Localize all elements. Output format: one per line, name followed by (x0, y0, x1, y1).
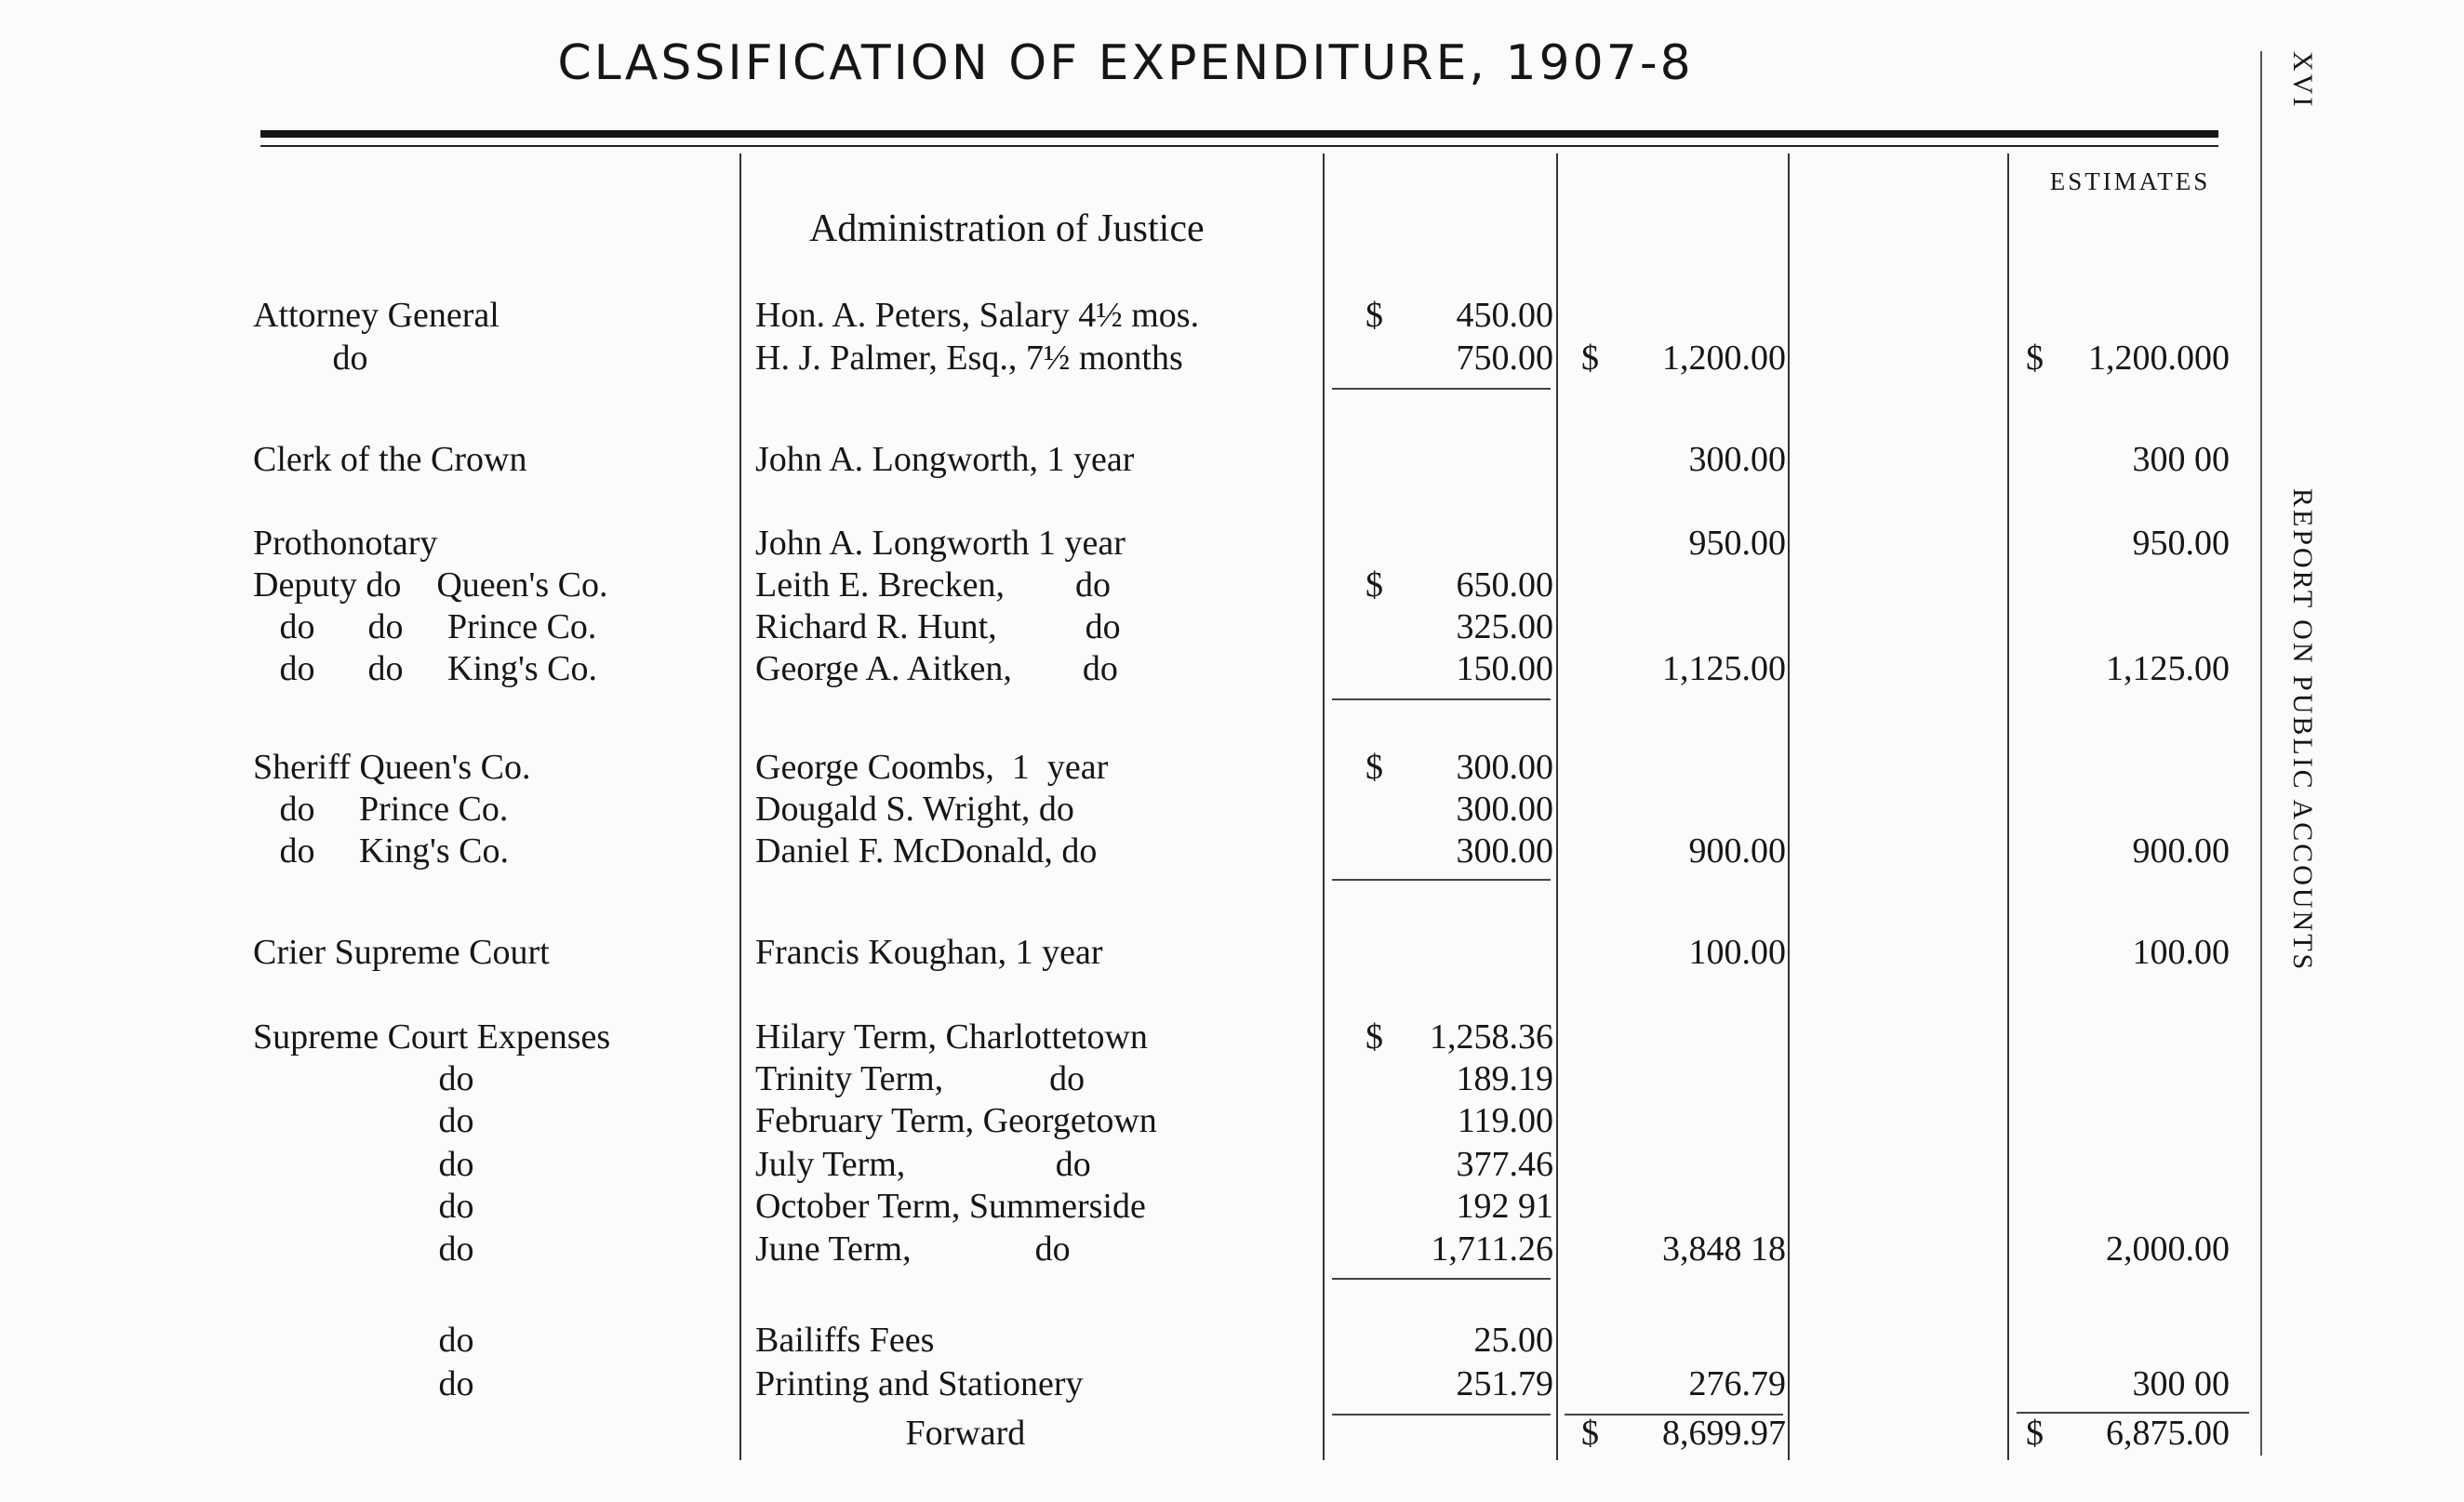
item-amount-cell: 192 91 (1456, 1187, 1553, 1226)
table-row (0, 294, 2270, 337)
dollar-sign: $ (1365, 565, 1383, 605)
office-cell: Deputy do Queen's Co. (253, 565, 608, 605)
total-amount-cell: 1,125.00 (1662, 649, 1786, 688)
item-amount-cell: 25.00 (1473, 1321, 1553, 1360)
forward-total-cell: 8,699.97 (1662, 1414, 1786, 1453)
total-amount-cell: 100.00 (1688, 933, 1786, 972)
office-cell: do (253, 339, 368, 378)
item-amount-cell: 650.00 (1456, 565, 1553, 605)
total-amount-cell: 3,848 18 (1662, 1230, 1786, 1269)
table-row (0, 1185, 2270, 1228)
table-row (0, 1143, 2270, 1186)
estimate-amount-cell: 2,000.00 (2106, 1230, 2230, 1269)
item-amount-cell: 300.00 (1456, 748, 1553, 787)
table-row (0, 746, 2270, 789)
section-heading: Administration of Justice (809, 207, 1205, 250)
payee-cell: George A. Aitken, do (755, 649, 1118, 688)
office-cell: do (253, 1321, 474, 1360)
payee-cell: Hilary Term, Charlottetown (755, 1017, 1148, 1057)
office-cell: do (253, 1059, 474, 1098)
subtotal-rule (1332, 698, 1551, 700)
total-amount-cell: 950.00 (1688, 524, 1786, 563)
payee-cell: October Term, Summerside (755, 1187, 1146, 1226)
table-row (0, 1319, 2270, 1362)
payee-cell: February Term, Georgetown (755, 1101, 1157, 1140)
office-cell: do (253, 1364, 474, 1403)
dollar-sign: $ (1365, 296, 1383, 335)
payee-cell: John A. Longworth 1 year (755, 524, 1125, 563)
dollar-sign: $ (1581, 339, 1599, 378)
office-cell: do Prince Co. (253, 790, 509, 829)
office-cell: Clerk of the Crown (253, 440, 527, 479)
item-amount-cell: 150.00 (1456, 649, 1553, 688)
total-amount-cell: 276.79 (1688, 1364, 1786, 1403)
subtotal-rule (1332, 388, 1551, 390)
item-amount-cell: 300.00 (1456, 790, 1553, 829)
title-rule-thin (260, 145, 2218, 147)
item-amount-cell: 325.00 (1456, 607, 1553, 646)
side-page-number: XVI (2287, 51, 2318, 110)
office-cell: Sheriff Queen's Co. (253, 748, 531, 787)
estimate-amount-cell: 1,125.00 (2106, 649, 2230, 688)
table-row (0, 337, 2270, 379)
payee-cell: Dougald S. Wright, do (755, 790, 1074, 829)
payee-cell: Richard R. Hunt, do (755, 607, 1121, 646)
total-amount-cell: 1,200.00 (1662, 339, 1786, 378)
item-amount-cell: 300.00 (1456, 831, 1553, 871)
office-cell: Crier Supreme Court (253, 933, 550, 972)
total-amount-cell: 900.00 (1688, 831, 1786, 871)
office-cell: do do Prince Co. (253, 607, 597, 646)
payee-cell: George Coombs, 1 year (755, 748, 1109, 787)
table-row (0, 1016, 2270, 1058)
table-row (0, 1228, 2270, 1270)
item-amount-cell: 1,711.26 (1431, 1230, 1553, 1269)
office-cell: do (253, 1101, 474, 1140)
estimate-amount-cell: 1,200.000 (2088, 339, 2230, 378)
forward-estimate-cell: 6,875.00 (2106, 1414, 2230, 1453)
office-cell: do (253, 1187, 474, 1226)
page-title: CLASSIFICATION OF EXPENDITURE, 1907-8 (557, 35, 1694, 91)
office-cell: Attorney General (253, 296, 499, 335)
office-cell: do King's Co. (253, 831, 509, 871)
side-report-title: REPORT ON PUBLIC ACCOUNTS (2287, 488, 2318, 973)
forward-label: Forward (755, 1414, 1026, 1453)
estimate-amount-cell: 950.00 (2132, 524, 2230, 563)
estimate-amount-cell: 900.00 (2132, 831, 2230, 871)
payee-cell: Francis Koughan, 1 year (755, 933, 1103, 972)
payee-cell: June Term, do (755, 1230, 1071, 1269)
payee-cell: H. J. Palmer, Esq., 7½ months (755, 339, 1183, 378)
item-amount-cell: 377.46 (1456, 1145, 1553, 1184)
dollar-sign: $ (2026, 339, 2044, 378)
item-amount-cell: 119.00 (1457, 1101, 1553, 1140)
forward-row (0, 1412, 2270, 1455)
subtotal-rule (1332, 879, 1551, 881)
item-amount-cell: 450.00 (1456, 296, 1553, 335)
payee-cell: July Term, do (755, 1145, 1091, 1184)
office-cell: do (253, 1145, 474, 1184)
table-row (0, 647, 2270, 690)
dollar-sign: $ (2026, 1414, 2044, 1453)
payee-cell: Trinity Term, do (755, 1059, 1085, 1098)
item-amount-cell: 251.79 (1456, 1364, 1553, 1403)
estimate-amount-cell: 300 00 (2132, 440, 2230, 479)
office-cell: Prothonotary (253, 524, 438, 563)
subtotal-rule (1332, 1278, 1551, 1280)
dollar-sign: $ (1365, 1017, 1383, 1057)
office-cell: do (253, 1230, 474, 1269)
office-cell: do do King's Co. (253, 649, 597, 688)
table-row (0, 830, 2270, 872)
payee-cell: John A. Longworth, 1 year (755, 440, 1135, 479)
payee-cell: Bailiffs Fees (755, 1321, 935, 1360)
item-amount-cell: 189.19 (1456, 1059, 1553, 1098)
payee-cell: Hon. A. Peters, Salary 4½ mos. (755, 296, 1200, 335)
item-amount-cell: 750.00 (1456, 339, 1553, 378)
estimate-amount-cell: 100.00 (2132, 933, 2230, 972)
table-row (0, 788, 2270, 831)
table-row (0, 438, 2270, 481)
table-row (0, 1057, 2270, 1100)
office-cell: Supreme Court Expenses (253, 1017, 611, 1057)
estimate-amount-cell: 300 00 (2132, 1364, 2230, 1403)
table-row (0, 1362, 2270, 1405)
dollar-sign: $ (1581, 1414, 1599, 1453)
estimates-heading: ESTIMATES (2049, 167, 2211, 195)
dollar-sign: $ (1365, 748, 1383, 787)
table-row (0, 605, 2270, 648)
table-row (0, 1099, 2270, 1142)
table-row (0, 931, 2270, 974)
payee-cell: Printing and Stationery (755, 1364, 1084, 1403)
payee-cell: Leith E. Brecken, do (755, 565, 1112, 605)
total-amount-cell: 300.00 (1688, 440, 1786, 479)
title-rule-thick (260, 130, 2218, 138)
item-amount-cell: 1,258.36 (1430, 1017, 1553, 1057)
table-row (0, 564, 2270, 606)
table-row (0, 522, 2270, 565)
payee-cell: Daniel F. McDonald, do (755, 831, 1098, 871)
